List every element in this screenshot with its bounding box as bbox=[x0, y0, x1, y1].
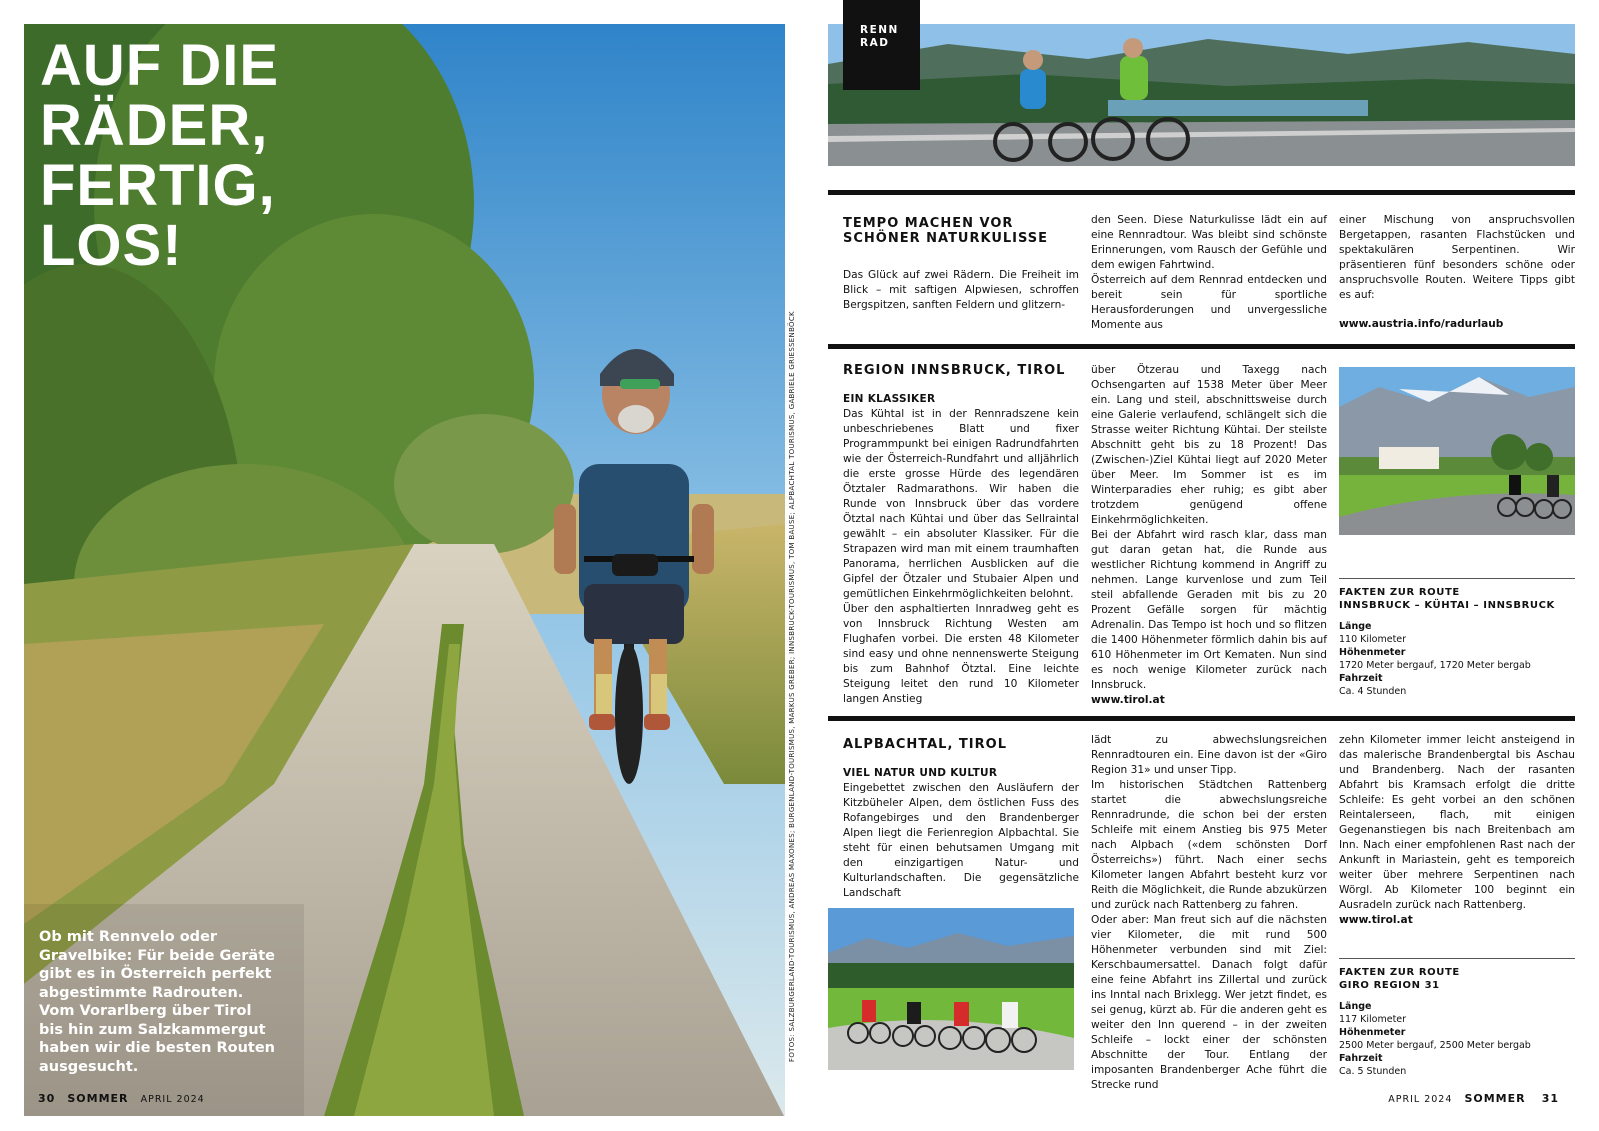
paragraph: zehn Kilometer immer leicht ansteigend in das malerische Brandenbergtal bis Aschau und Brandenberg. Nach der rasanten Abfahrt bis Kramsach erfolgt die dritte Schleife: Es geht vorbei an den schönen Reintalerseen, flach, mit einigen Gegenanstiegen bis nach Breitenbach am Inn. Nach einer empfohlenen Rast nach der Ankunft in Mariastein, geht es temporeich weiter über mehrere Serpentinen nach Wörgl. Ab Kilometer 100 beginnt ein Ausradeln zurück nach Rattenberg. bbox=[1339, 734, 1575, 911]
facts-list bbox=[1339, 1000, 1575, 1078]
badge-line: RAD bbox=[860, 37, 890, 49]
fact-value: 117 Kilometer bbox=[1339, 1014, 1407, 1025]
headline bbox=[40, 33, 279, 278]
paragraph: Eingebettet zwischen den Ausläufern der Kitzbüheler Alpen, dem östlichen Fuss des Rofangebirges und den Brandenberger Alpen liegt die Ferienregion Alpbachtal. Sie steht für einen behutsamen Umgang mit den einzigartigen Natur- und Kulturlandschaften. Die gegensätzliche Landschaft bbox=[843, 782, 1079, 899]
folio-left bbox=[38, 1092, 205, 1105]
paragraph: Über den asphaltierten Innradweg geht es von Innsbruck Richtung Westen am Flughafen vorbei. Die ersten 48 Kilometer sind easy und ohne nennenswerte Steigung bis zum Bahnhof Ötztal. Eine leichte Steigung leitet den rund 10 Kilometer langen Anstieg bbox=[843, 603, 1079, 705]
fact-value: 1720 Meter bergauf, 1720 Meter bergab bbox=[1339, 660, 1531, 671]
section-rule bbox=[828, 344, 1575, 349]
facts-title: FAKTEN ZUR ROUTE bbox=[1339, 967, 1460, 978]
folio-right bbox=[1388, 1092, 1559, 1105]
facts-divider bbox=[1339, 958, 1575, 959]
fact-value: Ca. 4 Stunden bbox=[1339, 686, 1407, 697]
section-heading bbox=[843, 216, 1079, 246]
fact-label: Länge bbox=[1339, 1001, 1372, 1012]
alpbachtal-col2 bbox=[1091, 733, 1327, 1093]
intro-section-col1 bbox=[843, 216, 1079, 313]
innsbruck-col1 bbox=[843, 363, 1079, 707]
paragraph: über Ötzerau und Taxegg nach Ochsengarten auf 1538 Meter über Meer ein. Lang und steil, abschnittsweise durch eine Galerie verlaufend, schlängelt sich die Strasse weiter Richtung Kühtai. Der steilste Abschnitt geht bis zu 18 Prozent! Das (Zwischen-)Ziel Kühtai liegt auf 2020 Meter über Meer. Im Sommer ist es im Winterparadies eher ruhig; es gibt aber trotzdem genügend offene Einkehrmöglichkeiten. bbox=[1091, 364, 1327, 526]
photo-credits: FOTOS: SALZBURGERLAND-TOURISMUS, ANDREAS MAXONES; BURGENLAND-TOURISMUS, MARKUS GREBER; INNSBRUCK-TOURISMUS, TOM BAUSE; ALPBACHTAL TOURISMUS, GABRIELE GRIESSENBÖCK bbox=[788, 311, 796, 1062]
fact-label: Fahrzeit bbox=[1339, 1053, 1383, 1064]
road-cyclists-lake-photo bbox=[828, 24, 1575, 166]
section-subheading: VIEL NATUR UND KULTUR bbox=[843, 767, 998, 779]
section-subheading: EIN KLASSIKER bbox=[843, 393, 936, 405]
magazine-name: SOMMER bbox=[1464, 1092, 1526, 1105]
facts-divider bbox=[1339, 578, 1575, 579]
innsbruck-col2 bbox=[1091, 363, 1327, 708]
section-rule bbox=[828, 716, 1575, 721]
section-rule bbox=[828, 190, 1575, 195]
paragraph: Oder aber: Man freut sich auf die nächsten vier Kilometer, die mit rund 500 Höhenmeter verbunden sind mit Ziel: Kerschbaumersattel. Danach folgt dafür eine feine Abfahrt ins Zillertal und zurück ins Inntal nach Brixlegg. Wer jetzt findet, es sei genug, kürzt ab. Für die anderen geht es weiter den Inn querend – in der zweiten Schleife – lockt einer der schönsten Abschnitte der Tour. Entlang der imposanten Brandenberger Ache führt die Strecke rund bbox=[1091, 914, 1327, 1091]
paragraph: Bei der Abfahrt wird rasch klar, dass man gut daran getan hat, die Runde aus westlicher Richtung kommend in Angriff zu nehmen. Lange kurvenlose und zum Teil steil abfallende Geraden mit bis zu 20 Prozent Gefälle sorgen für mächtig Adrenalin. Das Tempo ist hoch und so flitzen die 1400 Höhenmeter förmlich dahin bis auf 610 Höhenmeter im Ort Kematen. Nun sind es noch wenige Kilometer zurück nach Innsbruck. bbox=[1091, 529, 1327, 691]
intro-paragraph: Das Glück auf zwei Rädern. Die Freiheit im Blick – mit saftigen Alpwiesen, schroffen Bergspitzen, sanften Feldern und glitzern- bbox=[843, 269, 1079, 311]
alpbachtal-col3 bbox=[1339, 733, 1575, 928]
magazine-name: SOMMER bbox=[67, 1092, 129, 1105]
innsbruck-route-facts bbox=[1339, 586, 1575, 698]
fact-label: Fahrzeit bbox=[1339, 673, 1383, 684]
headline-line: FERTIG, bbox=[40, 153, 276, 218]
intro-text: Ob mit Rennvelo oder Gravelbike: Für beide Geräte gibt es in Österreich perfekt abgestimmte Radrouten. Vom Vorarlberg über Tirol bis hin zum Salzkammergut haben wir die besten Routen ausgesucht. bbox=[39, 929, 276, 1075]
paragraph: den Seen. Diese Naturkulisse lädt ein auf eine Rennradtour. Was bleibt sind schönste Erinnerungen, vom Rausch der Gefühle und dem ewigen Fahrtwind. bbox=[1091, 214, 1327, 271]
alpbachtal-col1 bbox=[843, 737, 1079, 901]
headline-line: RÄDER, bbox=[40, 93, 269, 158]
issue-date: APRIL 2024 bbox=[140, 1094, 205, 1105]
page-number: 31 bbox=[1541, 1092, 1559, 1105]
heading-line: SCHÖNER NATURKULISSE bbox=[843, 231, 1049, 246]
issue-date: APRIL 2024 bbox=[1388, 1094, 1453, 1105]
paragraph: lädt zu abwechslungsreichen Rennradtouren ein. Eine davon ist der «Giro Region 31» und unser Tipp. bbox=[1091, 734, 1327, 776]
fact-value: 110 Kilometer bbox=[1339, 634, 1407, 645]
heading-line: TEMPO MACHEN VOR bbox=[843, 216, 1014, 231]
headline-line: AUF DIE bbox=[40, 33, 279, 98]
paragraph: Österreich auf dem Rennrad entdecken und bereit sein für sportliche Herausforderungen und unvergessliche Momente aus bbox=[1091, 274, 1327, 331]
tirol-link[interactable]: www.tirol.at bbox=[1091, 694, 1165, 706]
paragraph: einer Mischung von anspruchsvollen Bergetappen, rasanten Flachstücken und spektakulären Serpentinen. Wir präsentieren fünf besonders schöne oder anspruchsvolle Routen. Weitere Tipps gibt es auf: bbox=[1339, 214, 1575, 301]
austria-info-link[interactable]: www.austria.info/radurlaub bbox=[1339, 318, 1504, 330]
fact-label: Länge bbox=[1339, 621, 1372, 632]
innsbruck-cyclists-photo bbox=[1339, 367, 1575, 535]
facts-route: INNSBRUCK – KÜHTAI – INNSBRUCK bbox=[1339, 600, 1555, 611]
category-badge bbox=[843, 0, 920, 90]
intro-section-col3 bbox=[1339, 213, 1575, 332]
facts-list bbox=[1339, 620, 1575, 698]
headline-line: LOS! bbox=[40, 213, 183, 278]
badge-line: RENN bbox=[860, 24, 899, 36]
fact-label: Höhenmeter bbox=[1339, 1027, 1406, 1038]
facts-title: FAKTEN ZUR ROUTE bbox=[1339, 587, 1460, 598]
facts-route: GIRO REGION 31 bbox=[1339, 980, 1440, 991]
page-number: 30 bbox=[38, 1092, 56, 1105]
section-heading: REGION INNSBRUCK, TIROL bbox=[843, 363, 1066, 378]
paragraph: Im historischen Städtchen Rattenberg startet die abwechslungsreiche Rennradrunde, die schon bei der ersten Schleife mit einem Anstieg bis 975 Meter nach Alpbach («dem schönsten Dorf Österreichs») führt. Nach einer sechs Kilometer langen Abfahrt besteht kurz vor Reith die Möglichkeit, die Runde abzukürzen und zurück nach Rattenberg zu fahren. bbox=[1091, 779, 1327, 911]
alpbachtal-route-facts bbox=[1339, 966, 1575, 1078]
paragraph: Das Kühtal ist in der Rennradszene kein unbeschriebenes Blatt und fixer Programmpunkt bei einigen Radrundfahrten wie der Österreich-Rundfahrt und alljährlich die erste grosse Hürde des legendären Ötztaler Radmarathons. Wir haben die Runde von Innsbruck über das vordere Ötztal nach Kühtai und über das Sellraintal gewählt – ein absoluter Klassiker. Für die Strapazen wird man mit einem traumhaften Panorama, herrlichen Ausblicken auf die Gipfel der Ötzaler und Stubaier Alpen und gemütlichen Einkehrmöglichkeiten belohnt. bbox=[843, 408, 1079, 600]
section-heading: ALPBACHTAL, TIROL bbox=[843, 737, 1007, 752]
fact-value: Ca. 5 Stunden bbox=[1339, 1066, 1407, 1077]
intro-section-col2 bbox=[1091, 213, 1327, 333]
tirol-link[interactable]: www.tirol.at bbox=[1339, 914, 1413, 926]
fact-value: 2500 Meter bergauf, 2500 Meter bergab bbox=[1339, 1040, 1531, 1051]
fact-label: Höhenmeter bbox=[1339, 647, 1406, 658]
alpbachtal-group-ride-photo bbox=[828, 908, 1074, 1070]
